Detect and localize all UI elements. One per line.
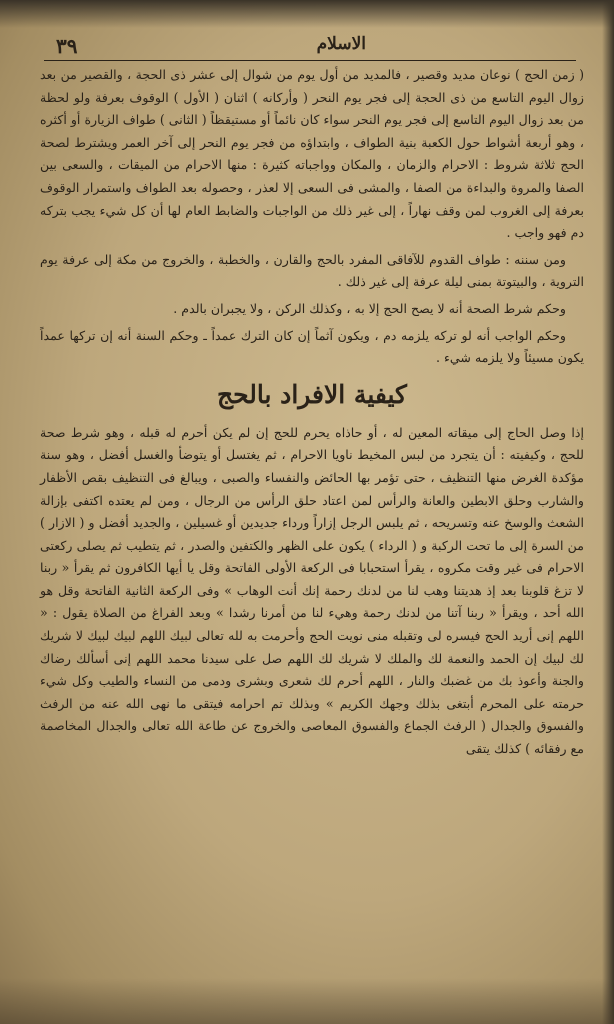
header-rule (44, 60, 576, 61)
paragraph-sunnahs: ومن سننه : طواف القدوم للآفاقى المفرد بالحج والقارن ، والخطبة ، والخروج من مكة إلى عرفة يوم التروية ، والبيتوتة بمنى ليلة عرفة إلى غير ذلك . (40, 251, 584, 290)
paragraph-pilgrimage-time: ( زمن الحج ) نوعان مديد وقصير ، فالمديد من أول يوم من شوال إلى عشر ذى الحجة ، والقصير من بعد زوال اليوم التاسع من ذى الحجة إلى فجر يوم النحر ( وأركانه ) اثنان ( الأول ) الوقوف بعرفة ولو لحظة من بعد زوال اليوم التاسع إلى فجر يوم النحر سواء كان نائماً أو مستيقظاً ( الثانى ) طواف الزيارة أو أكثره ، وهو أربعة أشواط حول الكعبة بنية الطواف ، وابتداؤه من فجر يوم النحر إلى آخر العمر ويشترط لصحة الحج ثلاثة شروط : الاحرام والزمان ، والمكان وواجباته كثيرة : منها الاحرام من الميقات ، والسعى بين الصفا والمروة والبداءة من الصفا ، والمشى فى السعى إلا لعذر ، وحصوله بعد الطواف واستمرار الوقوف بعرفة إلى الغروب لمن وقف نهاراً ، إلى غير ذلك من الواجبات والضابط العام لها أن كل شيء يجب بتركه دم فهو واجب . (40, 67, 584, 241)
page-binding-edge (602, 0, 614, 1024)
paragraph-obligation-ruling: وحكم الواجب أنه لو تركه يلزمه دم ، ويكون آثماً إن كان الترك عمداً ـ وحكم السنة أنه إن تركها عمداً يكون مسيئاً ولا يلزمه شيء . (40, 327, 584, 366)
page-body (40, 64, 584, 765)
section-heading: كيفية الافراد بالحج (217, 379, 407, 409)
page-number: ٣٩ (56, 34, 78, 58)
page-bottom-shadow (0, 978, 614, 1024)
page-header (44, 30, 576, 60)
paragraph-condition-ruling: وحكم شرط الصحة أنه لا يصح الحج إلا به ، وكذلك الركن ، ولا يجبران بالدم . (173, 300, 566, 316)
page-top-shadow (0, 0, 614, 28)
running-title: الاسلام (316, 34, 366, 54)
paragraph-ifrad-method: إذا وصل الحاج إلى ميقاته المعين له ، أو حاذاه يحرم للحج إن لم يكن أحرم له قبله ، وهو شرط صحة للحج ، وكيفيته : أن يتجرد من لبس المخيط ناويا الاحرام ، ثم يغتسل أو يتوضأ والغسل أفضل ، وهو سنة مؤكدة الغرض منها التنظيف ، حتى تؤمر بها الحائض والنفساء والصبى ، ويبالغ فى التنظيف بقص الأظفار والشارب وحلق الابطين والعانة والرأس لمن اعتاد حلق الرأس من الرجال ، ومن لم يعتده اكتفى بإزالة الشعث والوسخ عنه وتسريحه ، ثم يلبس الرجل إزاراً ورداء جديدين أو غسيلين ، والجديد أفضل و ( الازار ) من السرة إلى ما تحت الركبة و ( الرداء ) يكون على الظهر والكتفين والصدر ، ثم يتطيب ثم يصلى ركعتى الاحرام فى غير وقت مكروه ، يقرأ استحبابا فى الركعة الأولى الفاتحة وقل يا أيها الكافرون ثم يقرأ « ربنا لا تزغ قلوبنا بعد إذ هديتنا وهب لنا من لدنك رحمة إنك أنت الوهاب » وفى الركعة الثانية الفاتحة وقل هو الله أحد ، ويقرأ « ربنا آتنا من لدنك رحمة وهيء لنا من أمرنا رشدا » وبعد الفراغ من الصلاة يقول : « اللهم إنى أريد الحج فيسره لى وتقبله منى نويت الحج وأحرمت به لله تعالى لبيك اللهم لبيك لبيك لا شريك لك لبيك إن الحمد والنعمة لك والملك لا شريك لك اللهم صل على سيدنا محمد اللهم إنى أسألك رضاك والجنة وأعوذ بك من غضبك والنار ، اللهم أحرم لك شعرى وبشرى ودمى من النساء والطيب وكل شيء حرمته على المحرم أبتغى بذلك وجهك الكريم » وبذلك تم احرامه فيتقى ما نهى الله عنه من الرفث والفسوق والجدال ( الرفث الجماع والفسوق المعاصى والخروج عن طاعة الله تعالى والجدال المخاصمة مع رفقائه ) كذلك يتقى (40, 424, 584, 757)
